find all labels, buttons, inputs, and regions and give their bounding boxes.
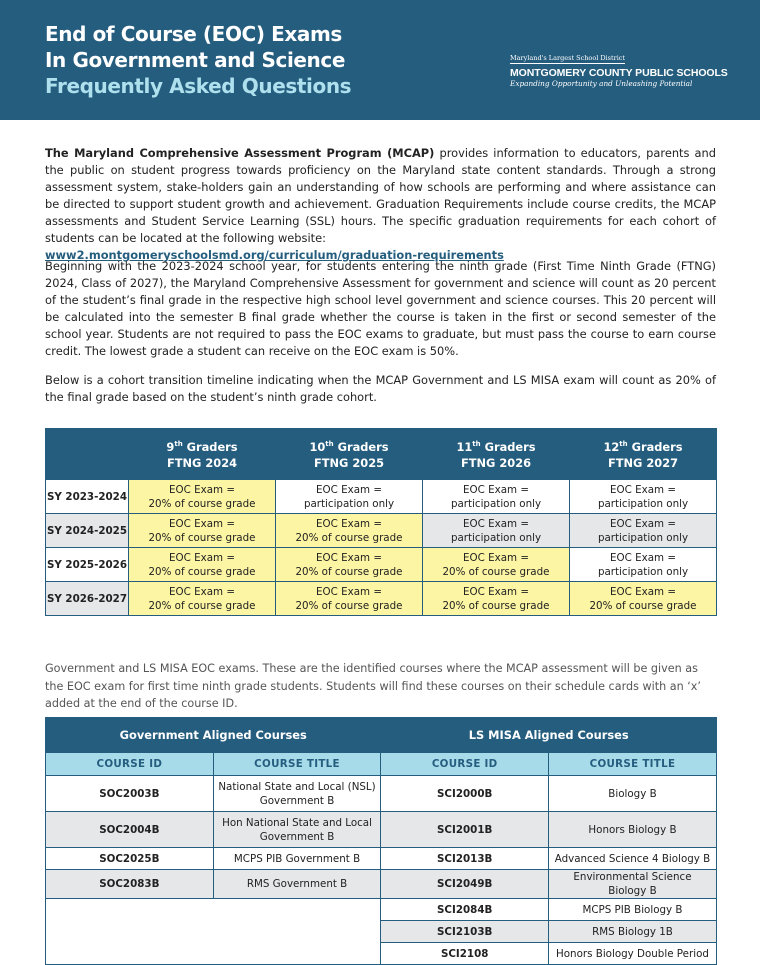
eoc-cell-line2: 20% of course grade (589, 599, 697, 612)
sci-course-id: SCI2049B (381, 870, 549, 899)
intro-text: provides information to educators, parents and the public on student progress towards proficiency on the Maryland state content standards. Through a strong assessment system, stake-holders gain an understanding of how schools are performing and where assistance can be directed to support student growth and achievement. Graduation Requirements include course credits, the MCAP assessments and Student Service Learning (SSL) hours. The specific graduation requirements for each cohort of students can be located at the following website: (45, 146, 716, 245)
eoc-weight-cell (276, 480, 423, 514)
ftng-label: FTNG 2025 (313, 456, 385, 471)
sci-col-course-title: COURSE TITLE (548, 753, 716, 776)
cohort-column-header (570, 429, 717, 480)
eoc-cell-line2: 20% of course grade (148, 497, 256, 510)
eoc-cell-line1: EOC Exam = (169, 585, 235, 598)
brand-small-text: Maryland's Largest School District (510, 54, 626, 62)
sci-course-title: Biology B (548, 776, 716, 812)
eoc-weight-cell (570, 548, 717, 582)
ftng-label: FTNG 2024 (166, 456, 238, 471)
sci-course-id: SCI2108 (381, 943, 549, 965)
course-row (46, 848, 717, 870)
cohort-column-header (423, 429, 570, 480)
sci-course-id: SCI2000B (381, 776, 549, 812)
sci-course-id: SCI2001B (381, 812, 549, 848)
sci-course-title: Honors Biology B (548, 812, 716, 848)
grade-suffix: th (472, 439, 481, 448)
grade-suffix: th (174, 439, 183, 448)
grade-number: 11 (456, 439, 473, 454)
grade-suffix: th (619, 439, 628, 448)
brand-name: MONTGOMERY COUNTY PUBLIC SCHOOLS (510, 67, 728, 79)
cohort-header-row (46, 429, 717, 480)
sci-col-course-id: COURSE ID (381, 753, 549, 776)
aligned-courses-table (45, 717, 717, 965)
course-row (46, 776, 717, 812)
eoc-cell-line1: EOC Exam = (610, 483, 676, 496)
grade-label: Graders (333, 439, 389, 454)
school-year-label: SY 2025-2026 (46, 548, 129, 582)
eoc-weight-cell (423, 548, 570, 582)
eoc-cell-line2: participation only (450, 497, 542, 510)
eoc-weight-cell (276, 582, 423, 616)
eoc-cell-line1: EOC Exam = (169, 483, 235, 496)
gov-col-course-title: COURSE TITLE (213, 753, 381, 776)
intro-paragraph (45, 145, 716, 264)
eoc-cell-line1: EOC Exam = (316, 585, 382, 598)
sci-course-title: MCPS PIB Biology B (548, 899, 716, 921)
page-header (0, 0, 760, 120)
gov-course-title: Hon National State and Local Government B (213, 812, 381, 848)
sci-course-title: RMS Biology 1B (548, 921, 716, 943)
sci-courses-title: LS MISA Aligned Courses (381, 718, 717, 753)
courses-group-header-row (46, 718, 717, 753)
paragraph-eoc-weight: Beginning with the 2023-2024 school year, for students entering the ninth grade (First Time Ninth Grade (FTNG) 2024, Class of 2027), the Maryland Comprehensive Assessment for government and science will count as 20 percent of the student’s final grade in the respective high school level government and science courses. This 20 percent will be calculated into the semester B final grade whether the course is taken in the first or second semester of the school year. Students are not required to pass the EOC exams to graduate, but must pass the course to earn course credit. The lowest grade a student can receive on the EOC exam is 50%. (45, 259, 716, 358)
eoc-cell-line2: 20% of course grade (295, 565, 403, 578)
sci-course-title: Advanced Science 4 Biology B (548, 848, 716, 870)
eoc-cell-line2: participation only (597, 531, 689, 544)
eoc-cell-line2: 20% of course grade (148, 531, 256, 544)
ftng-label: FTNG 2027 (607, 456, 679, 471)
title-line-1: End of Course (EOC) Exams (45, 22, 342, 46)
eoc-cell-line2: 20% of course grade (148, 599, 256, 612)
eoc-cell-line2: participation only (597, 497, 689, 510)
eoc-cell-line1: EOC Exam = (610, 551, 676, 564)
eoc-cell-line1: EOC Exam = (463, 483, 529, 496)
sci-course-title: Environmental Science Biology B (548, 870, 716, 899)
brand-tagline: Expanding Opportunity and Unleashing Potential (510, 79, 693, 88)
course-row (46, 899, 717, 921)
eoc-cell-line1: EOC Exam = (610, 517, 676, 530)
eoc-cell-line2: 20% of course grade (442, 565, 550, 578)
grade-suffix: th (325, 439, 334, 448)
eoc-cell-line1: EOC Exam = (463, 551, 529, 564)
grade-label: Graders (627, 439, 683, 454)
eoc-cell-line2: 20% of course grade (295, 599, 403, 612)
eoc-weight-cell (129, 514, 276, 548)
gov-course-id: SOC2004B (46, 812, 214, 848)
paragraph-timeline-intro: Below is a cohort transition timeline indicating when the MCAP Government and LS MISA exam will count as 20% of the final grade based on the student’s ninth grade cohort. (45, 373, 716, 404)
sci-course-id: SCI2084B (381, 899, 549, 921)
cohort-row (46, 480, 717, 514)
gov-course-title: MCPS PIB Government B (213, 848, 381, 870)
cohort-timeline-table (45, 428, 717, 616)
gov-course-title: RMS Government B (213, 870, 381, 899)
eoc-cell-line1: EOC Exam = (463, 585, 529, 598)
courses-column-header-row (46, 753, 717, 776)
eoc-weight-cell (423, 480, 570, 514)
gov-empty-area (46, 899, 381, 965)
course-row (46, 812, 717, 848)
cohort-column-header (129, 429, 276, 480)
eoc-weight-cell (570, 582, 717, 616)
eoc-weight-cell (129, 548, 276, 582)
ftng-label: FTNG 2026 (460, 456, 532, 471)
eoc-cell-line1: EOC Exam = (610, 585, 676, 598)
eoc-weight-cell (276, 514, 423, 548)
grade-number: 9 (166, 439, 175, 454)
eoc-cell-line2: participation only (450, 531, 542, 544)
sci-course-title: Honors Biology Double Period (548, 943, 716, 965)
gov-col-course-id: COURSE ID (46, 753, 214, 776)
sci-course-id: SCI2013B (381, 848, 549, 870)
eoc-cell-line1: EOC Exam = (169, 517, 235, 530)
eoc-cell-line2: 20% of course grade (295, 531, 403, 544)
grade-label: Graders (182, 439, 238, 454)
intro-bold-lead: The Maryland Comprehensive Assessment Program (MCAP) (45, 146, 435, 160)
eoc-cell-line2: 20% of course grade (148, 565, 256, 578)
eoc-weight-cell (129, 480, 276, 514)
paragraph-courses-intro: Government and LS MISA EOC exams. These are the identified courses where the MCAP assessment will be given as the EOC exam for first time ninth grade students. Students will find these courses on their schedule cards with an ‘x’ added at the end of the course ID. (45, 662, 701, 710)
title-line-2: In Government and Science (45, 48, 346, 72)
cohort-row (46, 514, 717, 548)
district-logo (510, 45, 728, 88)
eoc-cell-line1: EOC Exam = (316, 517, 382, 530)
school-year-label: SY 2026-2027 (46, 582, 129, 616)
eoc-cell-line2: participation only (597, 565, 689, 578)
eoc-weight-cell (129, 582, 276, 616)
school-year-label: SY 2024-2025 (46, 514, 129, 548)
eoc-cell-line2: participation only (303, 497, 395, 510)
eoc-cell-line1: EOC Exam = (316, 483, 382, 496)
cohort-row (46, 548, 717, 582)
graduation-requirements-link[interactable]: www2.montgomeryschoolsmd.org/curriculum/graduation-requirements (45, 248, 504, 262)
title-line-3: Frequently Asked Questions (45, 74, 352, 98)
eoc-cell-line1: EOC Exam = (169, 551, 235, 564)
eoc-weight-cell (570, 480, 717, 514)
course-row (46, 870, 717, 899)
gov-courses-title: Government Aligned Courses (46, 718, 381, 753)
gov-course-id: SOC2083B (46, 870, 214, 899)
eoc-cell-line1: EOC Exam = (463, 517, 529, 530)
eoc-weight-cell (276, 548, 423, 582)
school-year-label: SY 2023-2024 (46, 480, 129, 514)
eoc-cell-line2: 20% of course grade (442, 599, 550, 612)
gov-course-id: SOC2003B (46, 776, 214, 812)
grade-label: Graders (480, 439, 536, 454)
eoc-weight-cell (423, 582, 570, 616)
cohort-column-header (276, 429, 423, 480)
grade-number: 12 (603, 439, 620, 454)
corner-cell (46, 429, 129, 480)
gov-course-title: National State and Local (NSL) Government B (213, 776, 381, 812)
cohort-row (46, 582, 717, 616)
eoc-weight-cell (423, 514, 570, 548)
gov-course-id: SOC2025B (46, 848, 214, 870)
sci-course-id: SCI2103B (381, 921, 549, 943)
eoc-weight-cell (570, 514, 717, 548)
grade-number: 10 (309, 439, 326, 454)
eoc-cell-line1: EOC Exam = (316, 551, 382, 564)
